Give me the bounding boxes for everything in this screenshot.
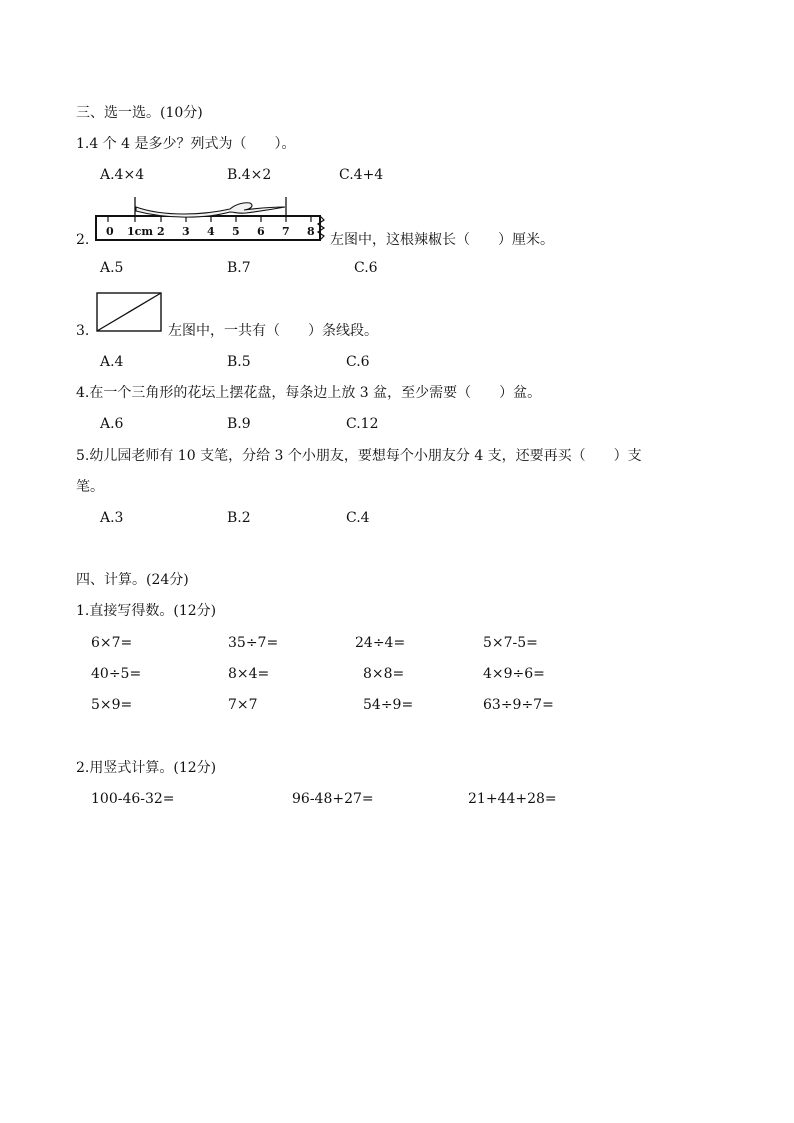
rectangle-diagonal-figure [95,290,165,334]
ruler-label-8: 8 [307,225,315,238]
calc-item: 5×7-5= [483,635,538,651]
question-4-option-b: B.9 [227,416,251,432]
question-2-number: 2. [76,232,90,248]
question-5-option-c: C.4 [346,510,370,526]
calc-item: 5×9= [91,697,133,713]
calc-item: 40÷5= [91,666,142,682]
ruler-label-7: 7 [282,225,290,238]
ruler-label-0: 0 [106,225,114,238]
ruler-label-5: 5 [232,225,240,238]
vertical-calc-item: 96-48+27= [292,791,374,807]
question-1-option-c: C.4+4 [339,167,384,183]
question-2-option-b: B.7 [227,260,251,276]
question-3-option-b: B.5 [227,354,251,370]
question-2-option-a: A.5 [100,260,124,276]
calc-item: 54÷9= [363,697,414,713]
question-4-stem: 4.在一个三角形的花坛上摆花盘，每条边上放 3 盆，至少需要（ ）盆。 [76,385,542,401]
calc-item: 63÷9÷7= [483,697,554,713]
ruler-label-1cm: 1cm [127,225,153,238]
question-3-option-a: A.4 [100,354,124,370]
part-1-title: 1.直接写得数。(12分) [76,603,217,619]
question-1-option-a: A.4×4 [100,167,145,183]
part-2-title: 2.用竖式计算。(12分) [76,760,217,776]
question-4-option-a: A.6 [100,416,124,432]
ruler-label-2: 2 [157,225,165,238]
question-4-option-c: C.12 [346,416,379,432]
question-2-stem: 左图中，这根辣椒长（ ）厘米。 [330,232,554,248]
question-5-stem-line-1: 5.幼儿园老师有 10 支笔，分给 3 个小朋友，要想每个小朋友分 4 支，还要再买（ ）支 [76,448,642,464]
question-5-option-a: A.3 [100,510,124,526]
question-1-option-b: B.4×2 [227,167,272,183]
question-3-stem: 左图中，一共有（ ）条线段。 [168,323,378,339]
question-1-stem: 1.4 个 4 是多少？列式为（ ）。 [76,136,296,152]
question-5-stem-line-2: 笔。 [76,479,104,495]
calc-item: 8×4= [228,666,270,682]
ruler-label-4: 4 [207,225,215,238]
section-3-title: 三、选一选。(10分) [76,105,203,121]
calc-item: 6×7= [91,635,133,651]
question-5-option-b: B.2 [227,510,251,526]
question-3-number: 3. [76,323,90,339]
chili-pepper-icon [136,203,285,217]
ruler-chili-figure [94,193,326,245]
vertical-calc-item: 21+44+28= [468,791,557,807]
vertical-calc-item: 100-46-32= [91,791,175,807]
section-4-title: 四、计算。(24分) [76,572,189,588]
calc-item: 4×9÷6= [483,666,545,682]
question-3-option-c: C.6 [346,354,370,370]
ruler-label-6: 6 [257,225,265,238]
calc-item: 8×8= [363,666,405,682]
calc-item: 7×7 [228,697,258,713]
ruler-label-3: 3 [182,225,190,238]
calc-item: 24÷4= [355,635,406,651]
question-2-option-c: C.6 [354,260,378,276]
calc-item: 35÷7= [228,635,279,651]
